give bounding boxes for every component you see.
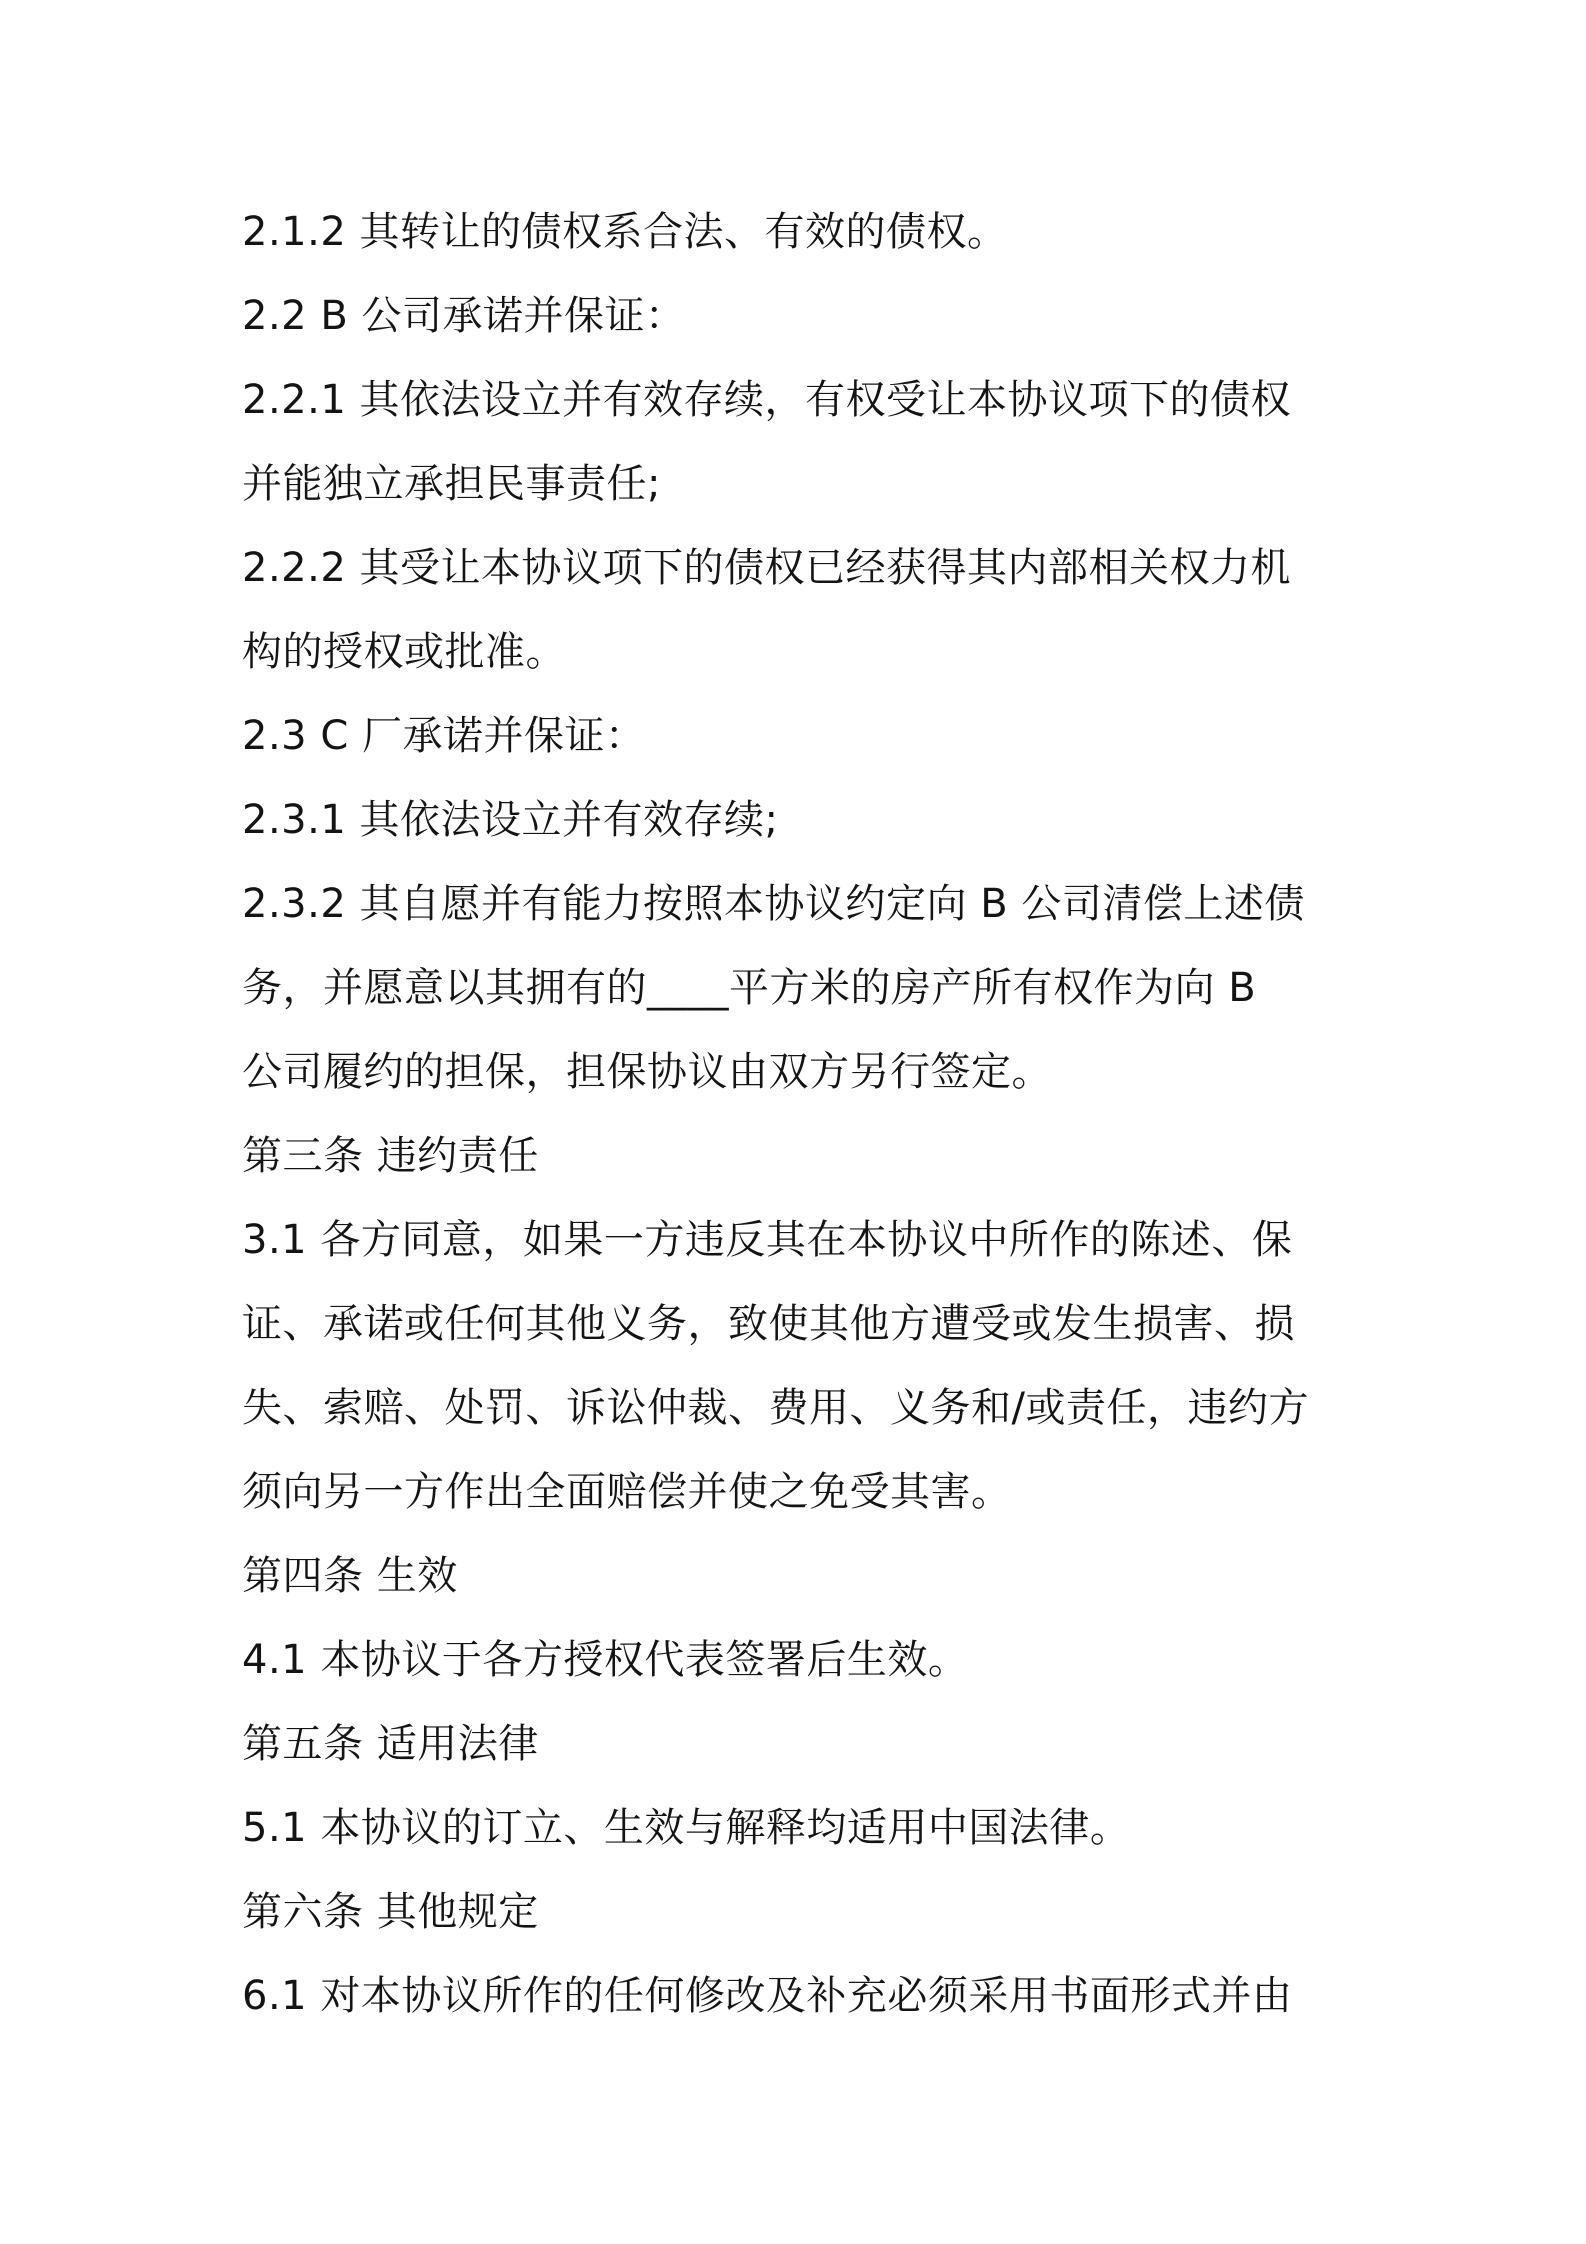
clause-2-3-heading: 2.3 C 厂承诺并保证： [242, 713, 646, 759]
clause-4-1: 4.1 本协议于各方授权代表签署后生效。 [242, 1637, 969, 1683]
clause-2-2-heading: 2.2 B 公司承诺并保证： [242, 293, 686, 339]
clause-2-2-1-line-2: 并能独立承担民事责任; [242, 461, 661, 507]
clause-2-2-1-line-1: 2.2.1 其依法设立并有效存续，有权受让本协议项下的债权 [242, 377, 1291, 423]
clause-3-1-line-4: 须向另一方作出全面赔偿并使之免受其害。 [242, 1469, 1012, 1515]
clause-2-3-1: 2.3.1 其依法设立并有效存续; [242, 797, 779, 843]
clause-5-1: 5.1 本协议的订立、生效与解释均适用中国法律。 [242, 1805, 1131, 1851]
clause-2-3-2-line-2: 务，并愿意以其拥有的____平方米的房产所有权作为向 B [242, 965, 1257, 1011]
clause-6-1-line-1: 6.1 对本协议所作的任何修改及补充必须采用书面形式并由 [242, 1973, 1293, 2019]
article-6-heading: 第六条 其他规定 [242, 1889, 539, 1935]
clause-3-1-line-1: 3.1 各方同意，如果一方违反其在本协议中所作的陈述、保 [242, 1217, 1293, 1263]
document-body [242, 190, 1362, 2038]
clause-2-3-2-line-1: 2.3.2 其自愿并有能力按照本协议约定向 B 公司清偿上述债 [242, 881, 1305, 927]
clause-2-2-2-line-1: 2.2.2 其受让本协议项下的债权已经获得其内部相关权力机 [242, 545, 1291, 591]
clause-3-1-line-3: 失、索赔、处罚、诉讼仲裁、费用、义务和/或责任，违约方 [242, 1385, 1309, 1431]
clause-2-1-2: 2.1.2 其转让的债权系合法、有效的债权。 [242, 209, 1008, 255]
article-4-heading: 第四条 生效 [242, 1553, 458, 1599]
clause-2-2-2-line-2: 构的授权或批准。 [242, 629, 566, 675]
clause-3-1-line-2: 证、承诺或任何其他义务，致使其他方遭受或发生损害、损 [242, 1301, 1295, 1347]
clause-2-3-2-line-3: 公司履约的担保，担保协议由双方另行签定。 [242, 1049, 1052, 1095]
article-3-heading: 第三条 违约责任 [242, 1133, 539, 1179]
article-5-heading: 第五条 适用法律 [242, 1721, 539, 1767]
